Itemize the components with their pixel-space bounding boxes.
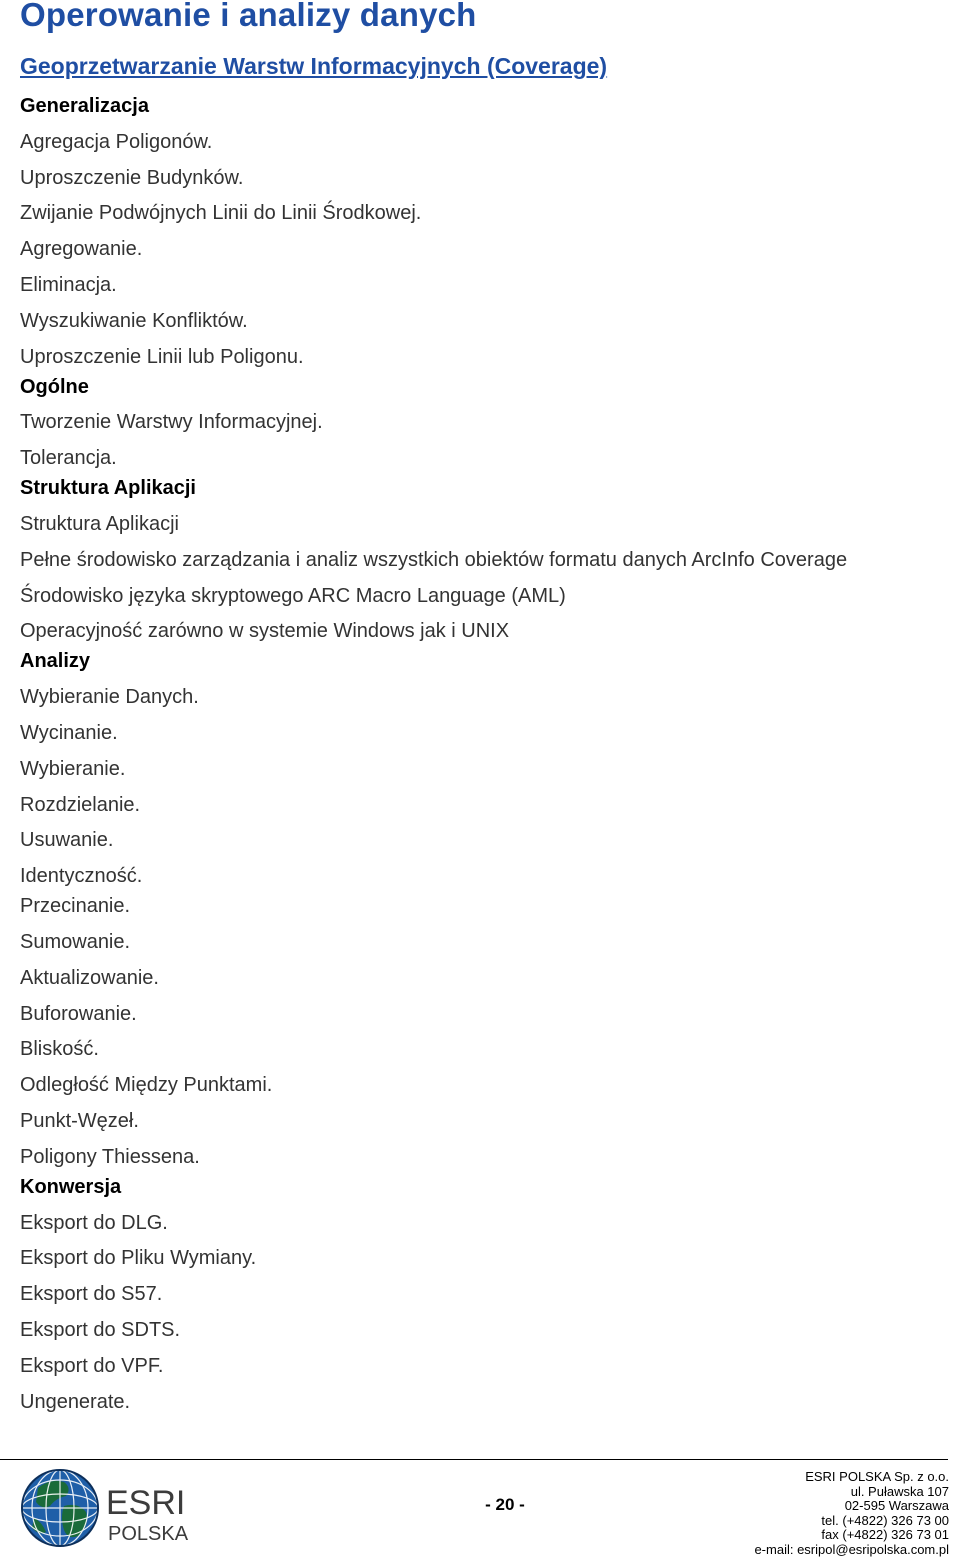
section-subtitle: Geoprzetwarzanie Warstw Informacyjnych (Coverage) [20,53,608,79]
address-line: tel. (+4822) 326 73 00 [821,1512,949,1528]
logo-text-esri: ESRI [106,1484,186,1522]
section-heading-konwersja: Konwersja [20,1175,122,1198]
address-line: e-mail: esripol@esripolska.com.pl [754,1541,949,1557]
list-item: Identyczność. [20,865,143,888]
section-heading-analizy: Analizy [20,650,91,673]
list-item: Usuwanie. [20,829,114,852]
list-item: Uproszczenie Budynków. [20,166,244,189]
list-item: Rozdzielanie. [20,793,141,816]
list-item: Ungenerate. [20,1390,131,1413]
list-item: Eliminacja. [20,273,117,296]
list-item: Wybieranie. [20,757,126,780]
esri-polska-logo [20,1466,200,1552]
list-item: Buforowanie. [20,1002,137,1025]
list-item: Struktura Aplikacji [20,512,179,535]
address-line: fax (+4822) 326 73 01 [821,1527,949,1542]
list-item: Wyszukiwanie Konfliktów. [20,309,248,332]
company-address [754,1470,949,1557]
globe-icon [22,1470,98,1546]
logo-text-polska: POLSKA [108,1523,189,1545]
section-heading-ogolne: Ogólne [20,375,89,398]
list-item: Pełne środowisko zarządzania i analiz wszystkich obiektów formatu danych ArcInfo Coverage [20,548,848,571]
list-item: Poligony Thiessena. [20,1145,200,1168]
list-item: Środowisko języka skryptowego ARC Macro Language (AML) [20,584,566,607]
page-title: Operowanie i analizy danych [20,0,477,33]
list-item: Agregowanie. [20,238,143,261]
address-line: ul. Puławska 107 [850,1483,949,1499]
list-item: Uproszczenie Linii lub Poligonu. [20,345,304,368]
address-line: 02-595 Warszawa [844,1498,949,1513]
list-item: Eksport do VPF. [20,1354,164,1377]
address-line: ESRI POLSKA Sp. z o.o. [805,1469,949,1484]
section-heading-struktura: Struktura Aplikacji [20,477,196,500]
document-body [20,94,940,1425]
list-item: Punkt-Węzeł. [20,1109,139,1132]
section-heading-generalizacja: Generalizacja [20,95,149,117]
list-item: Eksport do DLG. [20,1211,168,1234]
list-item: Bliskość. [20,1038,99,1061]
list-item: Tworzenie Warstwy Informacyjnej. [20,411,323,434]
list-item: Eksport do Pliku Wymiany. [20,1247,257,1270]
page-number: - 20 - [485,1495,525,1514]
list-item: Wybieranie Danych. [20,686,199,709]
list-item: Eksport do SDTS. [20,1318,181,1341]
list-item: Operacyjność zarówno w systemie Windows jak i UNIX [20,620,510,643]
list-item: Przecinanie. [20,895,131,918]
list-item: Tolerancja. [20,447,117,470]
list-item: Zwijanie Podwójnych Linii do Linii Środkowej. [20,202,422,225]
list-item: Agregacja Poligonów. [20,130,213,153]
list-item: Sumowanie. [20,930,131,953]
list-item: Eksport do S57. [20,1283,163,1306]
list-item: Odległość Między Punktami. [20,1074,273,1097]
list-item: Wycinanie. [20,721,118,744]
list-item: Aktualizowanie. [20,966,159,989]
footer-divider [0,1459,948,1460]
